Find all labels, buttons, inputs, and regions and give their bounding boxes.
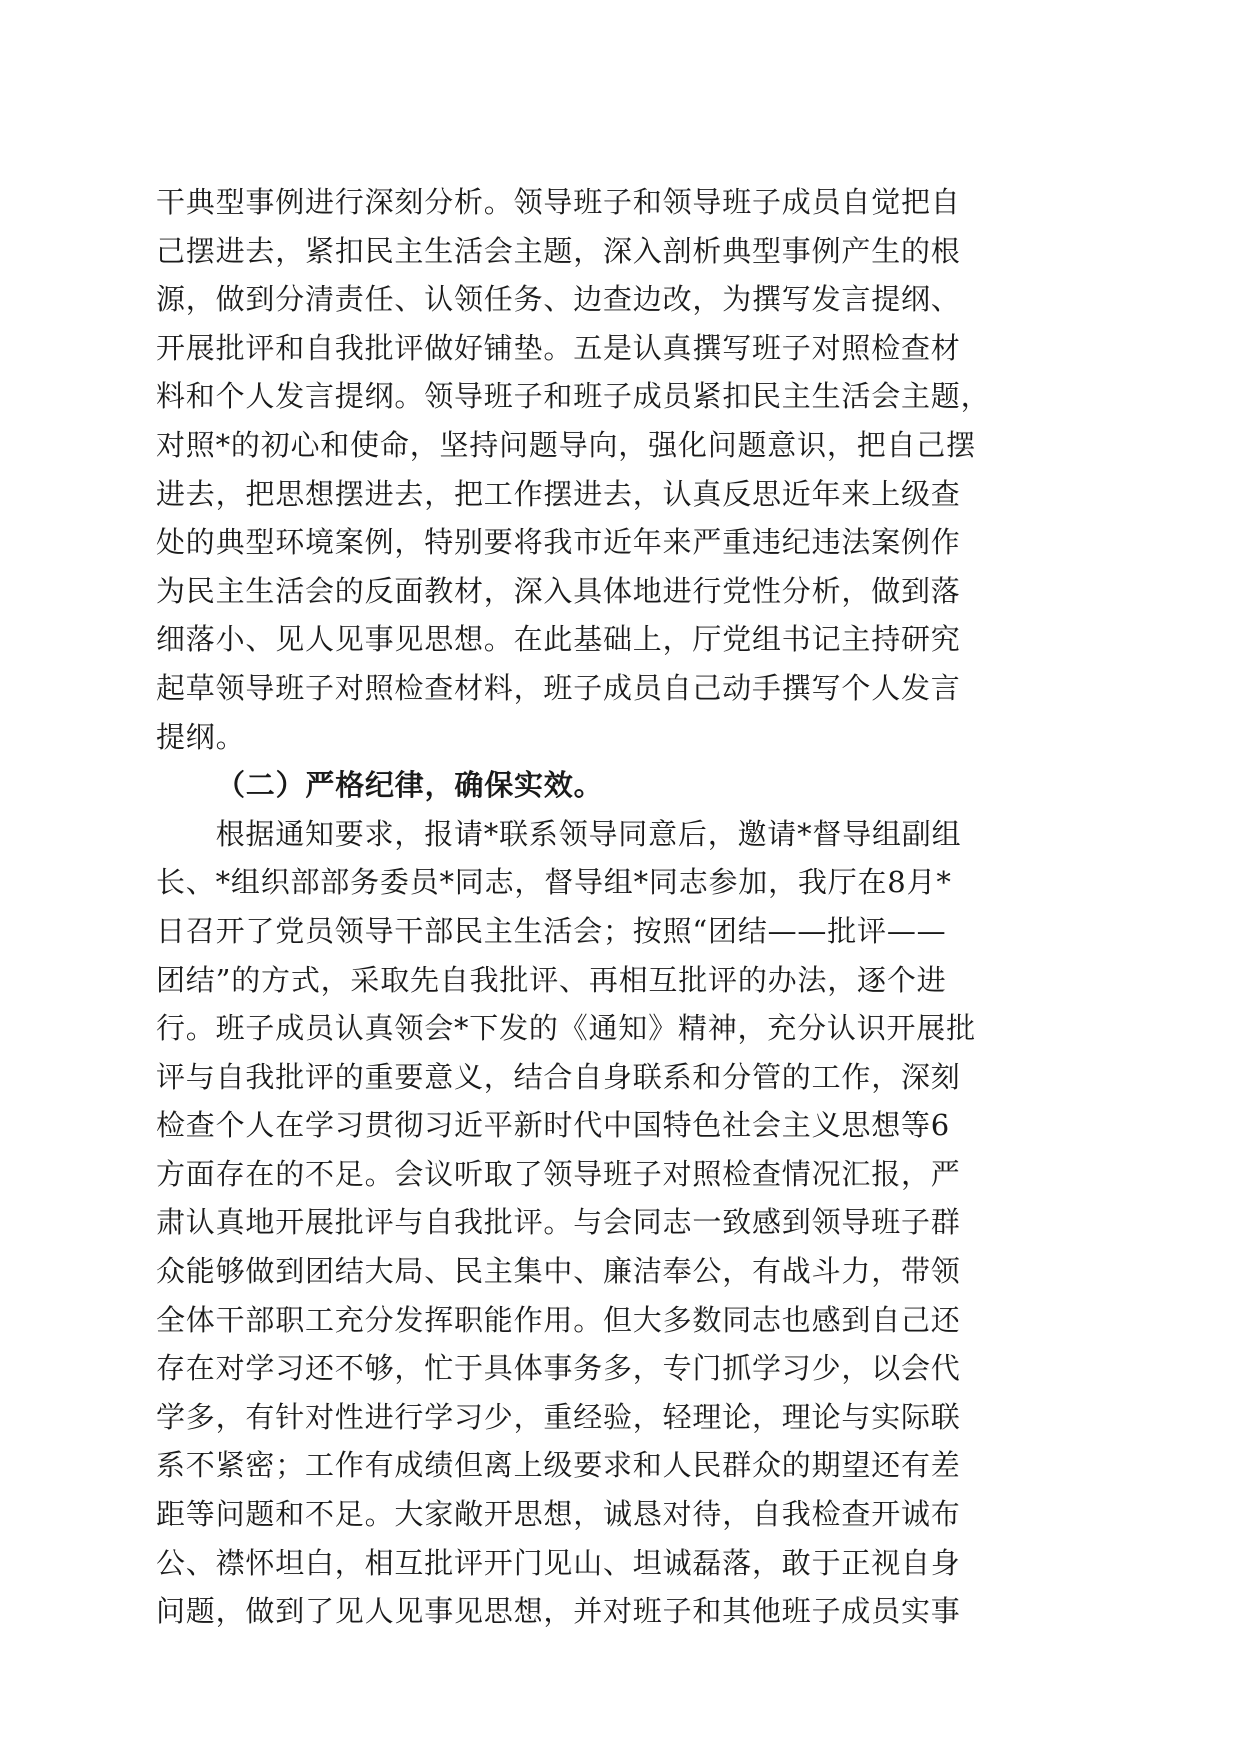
text-line: 众能够做到团结大局、民主集中、廉洁奉公，有战斗力，带领: [156, 1254, 961, 1289]
text-line: 学多，有针对性进行学习少，重经验，轻理论，理论与实际联: [156, 1399, 961, 1434]
text-line: 问题，做到了见人见事见思想，并对班子和其他班子成员实事: [156, 1594, 961, 1629]
text-line: 己摆进去，紧扣民主生活会主题，深入剖析典型事例产生的根: [156, 233, 961, 268]
text-line: 肃认真地开展批评与自我批评。与会同志一致感到领导班子群: [156, 1205, 961, 1240]
text-line: 全体干部职工充分发挥职能作用。但大多数同志也感到自己还: [156, 1302, 961, 1337]
text-line: 存在对学习还不够，忙于具体事务多，专门抓学习少，以会代: [156, 1351, 961, 1386]
text-line: 检查个人在学习贯彻习近平新时代中国特色社会主义思想等6: [156, 1108, 951, 1143]
text-line: 进去，把思想摆进去，把工作摆进去，认真反思近年来上级查: [156, 476, 961, 511]
text-line: 处的典型环境案例，特别要将我市近年来严重违纪违法案例作: [156, 525, 961, 560]
text-line: 源，做到分清责任、认领任务、边查边改，为撰写发言提纲、: [156, 282, 961, 317]
text-line: 行。班子成员认真领会*下发的《通知》精神，充分认识开展批: [156, 1011, 976, 1046]
text-line: 干典型事例进行深刻分析。领导班子和领导班子成员自觉把自: [156, 185, 961, 219]
text-line: 为民主生活会的反面教材，深入具体地进行党性分析，做到落: [156, 573, 961, 608]
text-line: 方面存在的不足。会议听取了领导班子对照检查情况汇报，严: [156, 1156, 961, 1191]
text-line: 料和个人发言提纲。领导班子和班子成员紧扣民主生活会主题，: [156, 379, 991, 414]
text-line: 起草领导班子对照检查材料，班子成员自己动手撰写个人发言: [156, 670, 961, 705]
paragraph-first-line: 根据通知要求，报请*联系领导同意后，邀请*督导组副组: [156, 816, 962, 851]
text-line: 开展批评和自我批评做好铺垫。五是认真撰写班子对照检查材: [156, 330, 961, 365]
text-line: 评与自我批评的重要意义，结合自身联系和分管的工作，深刻: [156, 1059, 961, 1094]
text-line: 细落小、见人见事见思想。在此基础上，厅党组书记主持研究: [156, 622, 961, 657]
text-line: 距等问题和不足。大家敞开思想，诚恳对待，自我检查开诚布: [156, 1497, 961, 1532]
section-heading: （二）严格纪律，确保实效。: [216, 768, 604, 803]
text-line: 团结”的方式，采取先自我批评、再相互批评的办法，逐个进: [156, 962, 947, 997]
text-line: 公、襟怀坦白，相互批评开门见山、坦诚磊落，敢于正视自身: [156, 1545, 961, 1580]
text-line: 长、*组织部部务委员*同志，督导组*同志参加，我厅在8月*: [156, 865, 952, 900]
text-line: 日召开了党员领导干部民主生活会；按照“团结——批评——: [156, 913, 947, 948]
document-body: [156, 178, 1086, 1636]
text-line: 提纲。: [156, 719, 246, 754]
text-line: 对照*的初心和使命，坚持问题导向，强化问题意识，把自己摆: [156, 427, 976, 462]
text-line: 系不紧密；工作有成绩但离上级要求和人民群众的期望还有差: [156, 1448, 961, 1483]
